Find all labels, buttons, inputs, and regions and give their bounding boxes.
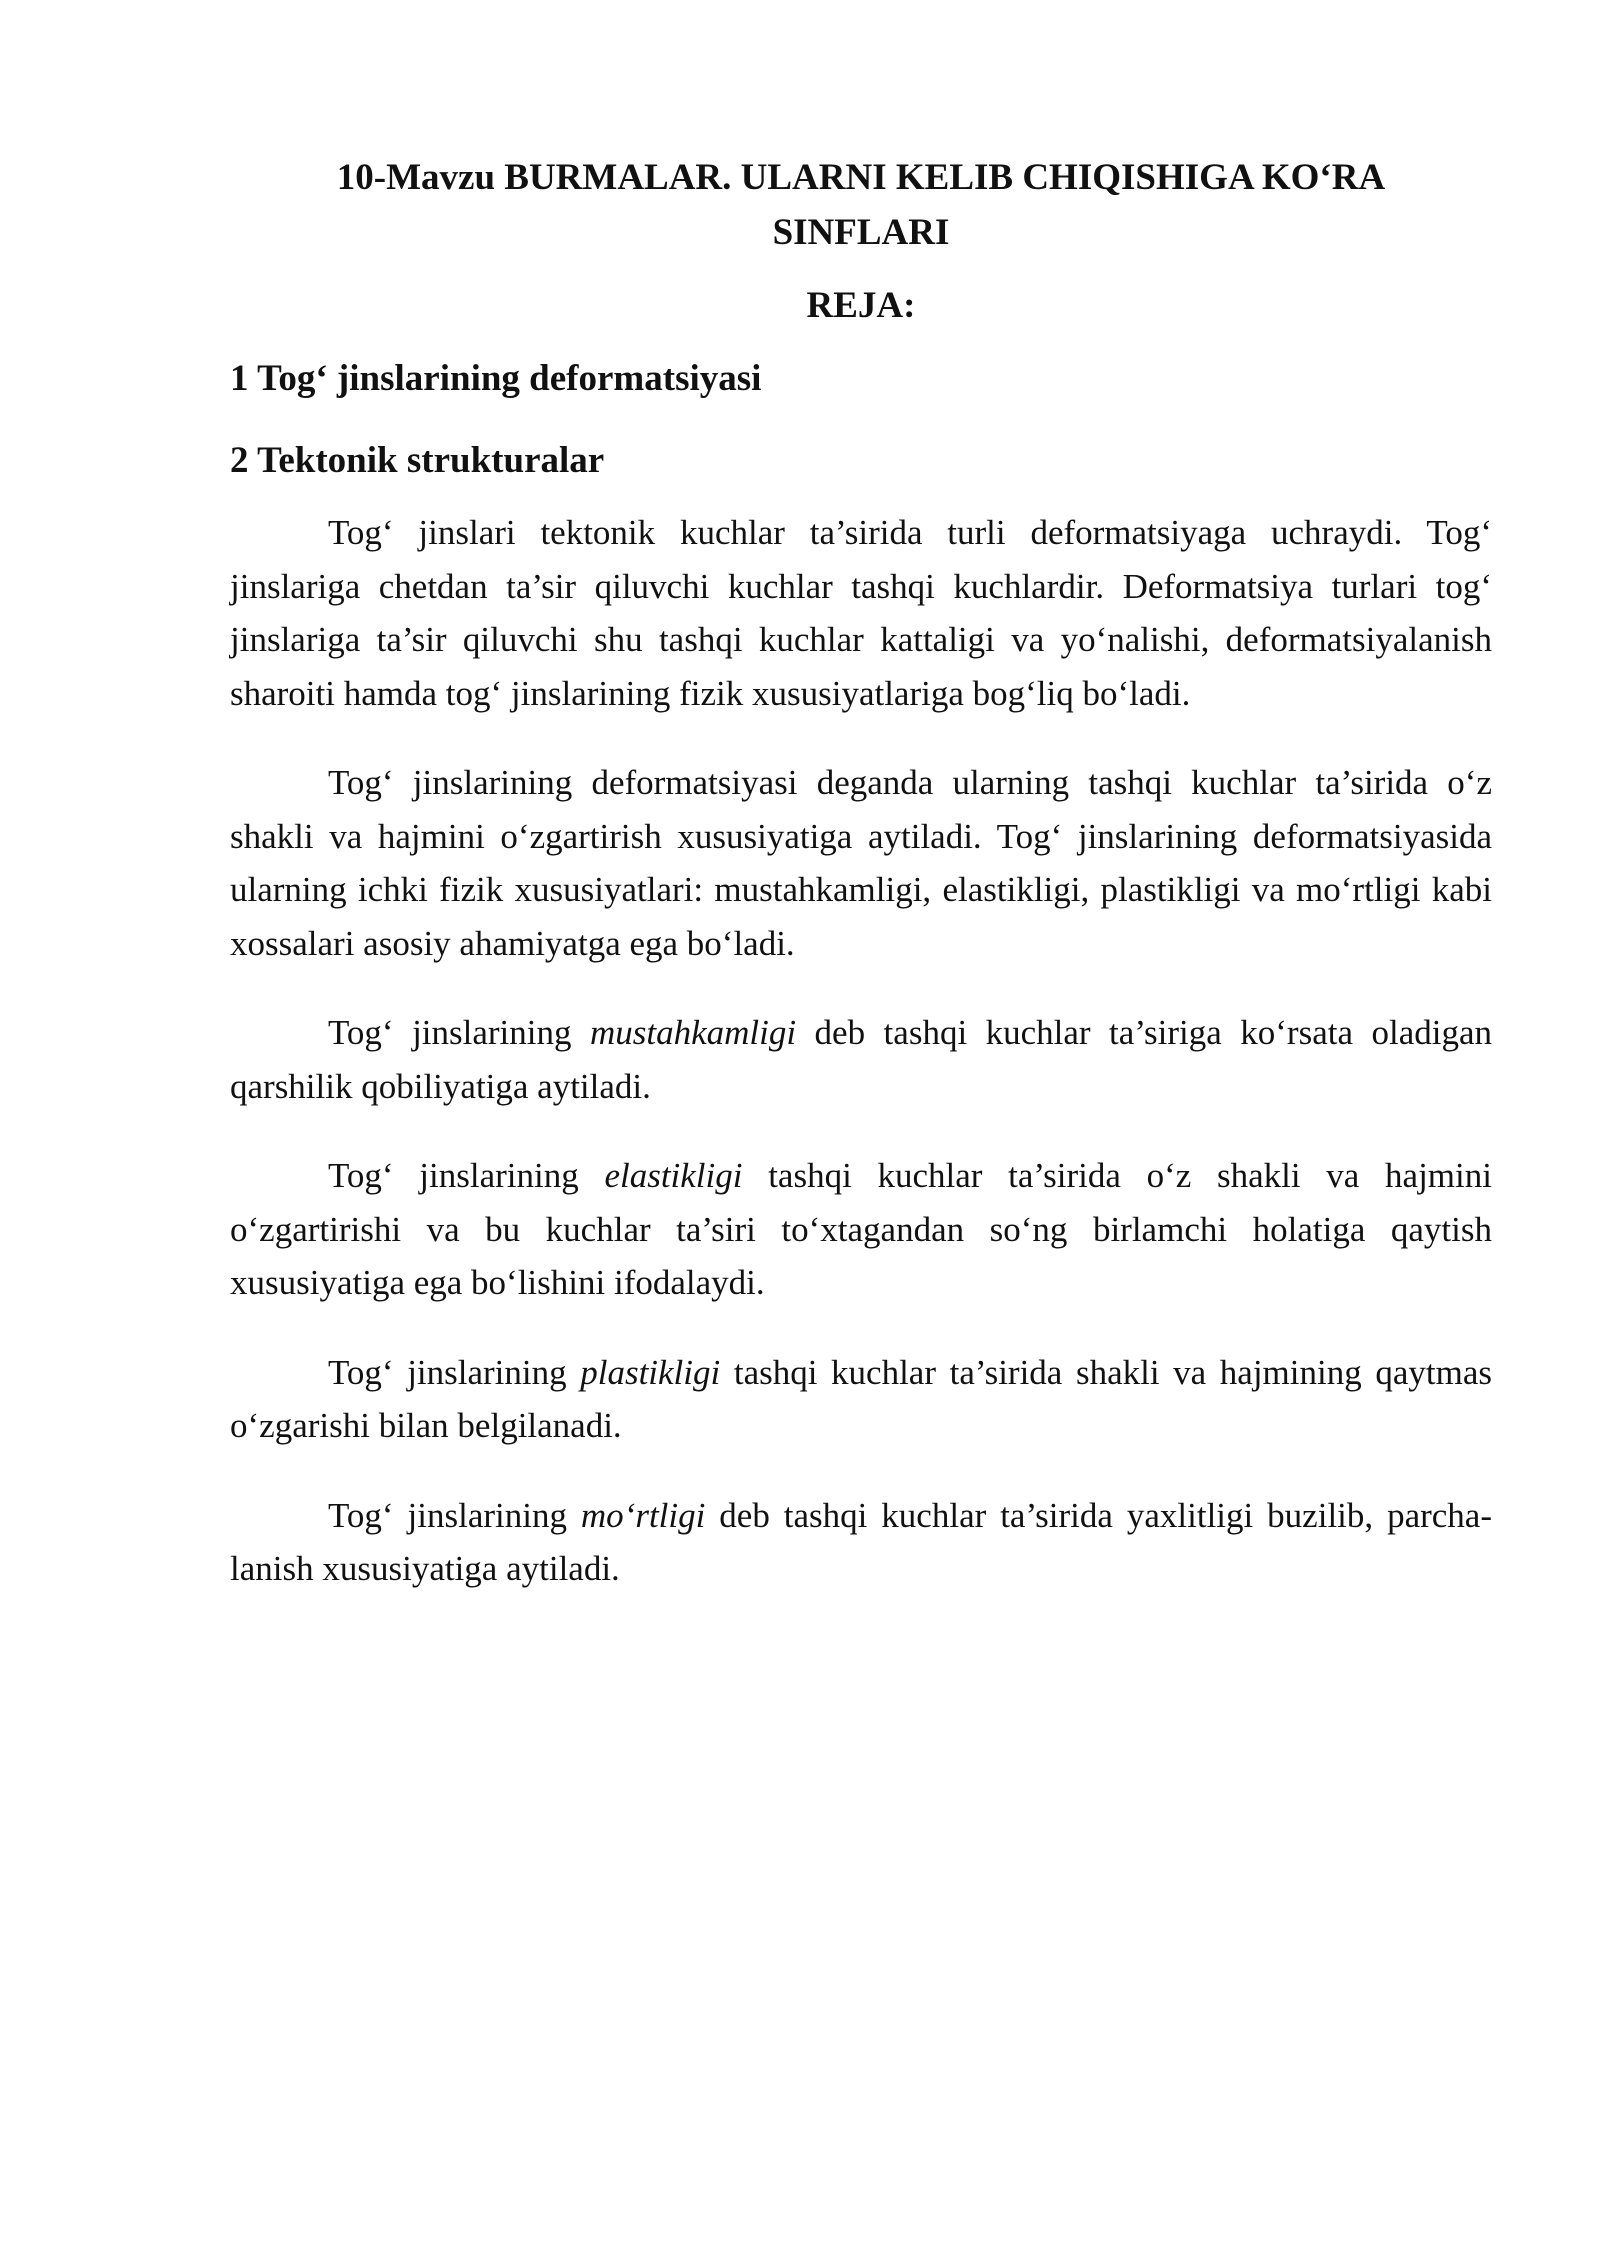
paragraph-deformation-intro: Tog‘ jinslari tektonik kuchlar ta’sirida turli deformatsiyaga uchraydi. Tog‘ jinslariga chetdan ta’sir qiluvchi kuchlar tashqi kuchlardir. Deformatsiya turlari tog‘ jinslariga ta’sir qiluvchi shu tashqi kuchlar kattaligi va yo‘nalishi, deformatsiyalanish sharoiti hamda tog‘ jinslarining fizik xususiyatlariga bog‘liq bo‘ladi. [230, 513, 1492, 713]
plan-item-1: 1 Tog‘ jinslarining deformatsiyasi [230, 358, 762, 399]
document-title-line-2: SINFLARI [772, 212, 950, 253]
term-brittleness: mo‘rtligi [580, 1495, 706, 1535]
paragraph-brittleness-rest: deb tashqi kuchlar ta’sirida yaxlitligi buzilib, parcha-lanish xususiyatiga aytiladi. [230, 1495, 1492, 1588]
term-elasticity: elastikligi [604, 1156, 743, 1195]
document-title-line-1: 10-Mavzu BURMALAR. ULARNI KELIB CHIQISHIGA KO‘RA [336, 157, 1386, 198]
document-title [230, 150, 1492, 260]
paragraph-plasticity [230, 1346, 1492, 1453]
paragraph-plasticity-lead: Tog‘ jinslarining [328, 1352, 581, 1392]
paragraph-strength-rest: deb tashqi kuchlar ta’siriga ko‘rsata oladigan qarshilik qobiliyatiga aytiladi. [230, 1013, 1492, 1106]
paragraph-strength [230, 1006, 1492, 1113]
plan-heading: REJA: [806, 285, 916, 326]
term-plasticity: plastikligi [580, 1352, 721, 1392]
term-strength: mustahkamligi [589, 1013, 797, 1052]
paragraph-elasticity-lead: Tog‘ jinslarining [328, 1156, 605, 1195]
plan-item-2: 2 Tektonik strukturalar [230, 440, 605, 481]
paragraph-strength-lead: Tog‘ jinslarining [328, 1013, 590, 1052]
document-page [230, 150, 1492, 1632]
paragraph-elasticity-rest: tashqi kuchlar ta’sirida o‘z shakli va hajmini o‘zgartirishi va bu kuchlar ta’siri to‘xtagandan so‘ng birlamchi holatiga qaytish xususiyatiga ega bo‘lishini ifodalaydi. [230, 1156, 1492, 1302]
paragraph-brittleness [230, 1489, 1492, 1596]
paragraph-plasticity-rest: tashqi kuchlar ta’sirida shakli va hajmining qaytmas o‘zgarishi bilan belgilanadi. [230, 1352, 1492, 1445]
paragraph-elasticity [230, 1149, 1492, 1310]
paragraph-brittleness-lead: Tog‘ jinslarining [328, 1495, 581, 1535]
paragraph-deformation-definition: Tog‘ jinslarining deformatsiyasi deganda ularning tashqi kuchlar ta’sirida o‘z shakli va hajmini o‘zgartirish xususiyatiga aytiladi. Tog‘ jinslarining deformatsiyasida ularning ichki fizik xususiyatlari: mustahkamligi, elastikligi, plastikligi va mo‘rtligi kabi xossalari asosiy ahamiyatga ega bo‘ladi. [230, 763, 1492, 963]
